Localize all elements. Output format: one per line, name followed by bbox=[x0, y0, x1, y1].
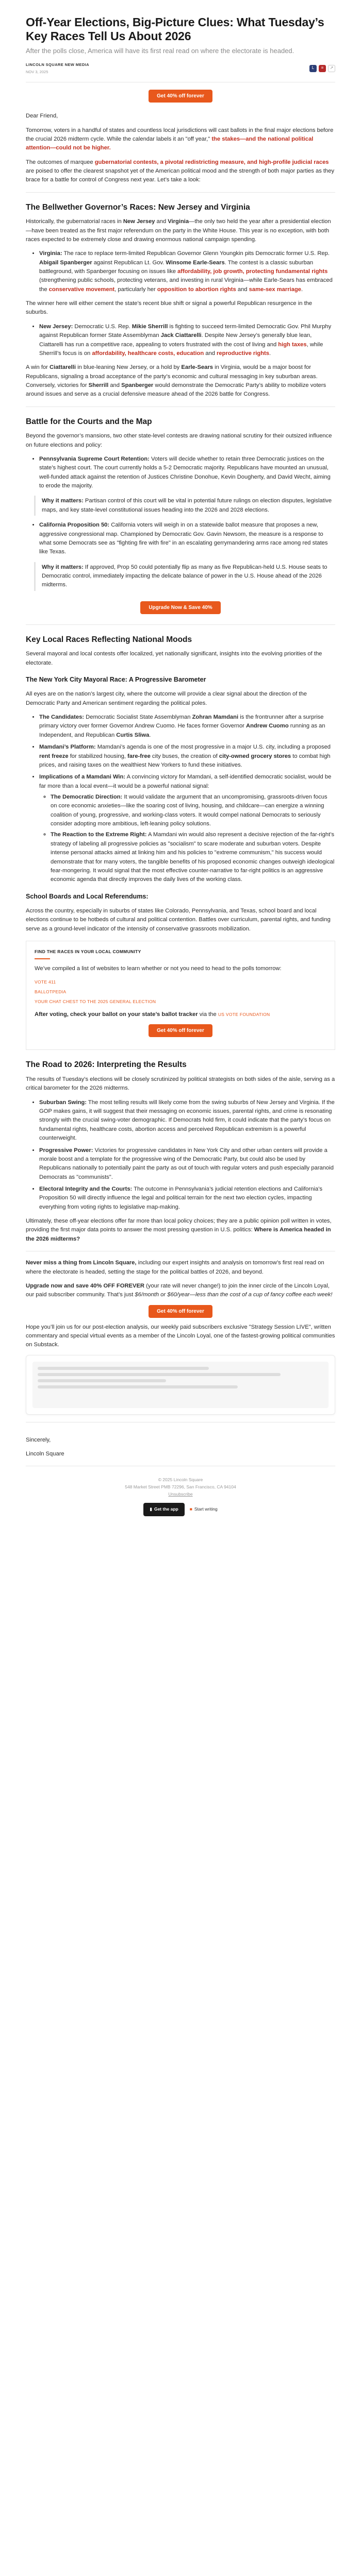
vote411-link[interactable]: VOTE 411 bbox=[35, 979, 56, 985]
text: . The contest is a classic suburban battleground, with Spanberger focusing on issues like bbox=[39, 259, 314, 275]
promo-paragraph-2 bbox=[26, 1282, 335, 1300]
text: , while Sherrill’s focus is on bbox=[39, 341, 323, 357]
bold-text: The Candidates: bbox=[39, 714, 85, 721]
byline-row bbox=[26, 62, 335, 75]
text: . bbox=[301, 286, 303, 293]
share-icons bbox=[309, 65, 335, 72]
nyc-list bbox=[39, 713, 335, 884]
upgrade-button[interactable]: Upgrade Now & Save 40% bbox=[140, 601, 220, 614]
substack-icon: ■ bbox=[189, 1506, 192, 1512]
list-item bbox=[39, 1098, 335, 1143]
start-writing-link[interactable] bbox=[190, 1506, 218, 1513]
footer bbox=[26, 1477, 335, 1516]
bold-text: The Reaction to the Extreme Right: bbox=[51, 832, 147, 838]
callout-why-pa bbox=[34, 496, 335, 516]
section-heading-courts: Battle for the Courts and the Map bbox=[26, 417, 152, 426]
subscribe-button[interactable]: Get 40% off forever bbox=[149, 1305, 212, 1318]
intro-highlight: the stakes—and the national political attention—could not be higher. bbox=[26, 135, 314, 151]
text: including our expert insights and analysis on tomorrow’s first real read on where the electorate is headed, setting the stage for the political battles of 2026, and beyond. bbox=[26, 1260, 324, 1275]
text: and bbox=[110, 382, 120, 388]
bold-text: Curtis Sliwa bbox=[116, 732, 150, 738]
gov-list-new-jersey bbox=[39, 323, 335, 358]
intro-paragraph-2 bbox=[26, 158, 335, 185]
promo-paragraph-1 bbox=[26, 1259, 335, 1277]
bold-text: Where is America headed in the 2026 midterms? bbox=[26, 1227, 331, 1242]
text: would demonstrate the Democratic Party’s ability to mobilize voters around issues and serve as a crucial defensive measure ahead of the 2026 battle for Congress. bbox=[26, 382, 326, 398]
bold-text: Electoral Integrity and the Courts: bbox=[39, 1185, 133, 1192]
post-subtitle: After the polls close, America will have its first real read on where the electorate is headed. bbox=[26, 47, 294, 55]
text: If approved, Prop 50 could potentially flip as many as five Republican-held U.S. House seats to Democratic control, immediately impacting the delicate balance of power in the U.S. House ahead of the 2026 midterms. bbox=[42, 564, 327, 588]
intro-paragraph-1 bbox=[26, 126, 335, 153]
highlight-text: conservative movement bbox=[48, 286, 115, 293]
share-icon[interactable]: ↗ bbox=[328, 65, 335, 72]
preview-line bbox=[38, 1385, 238, 1388]
text: Democratic U.S. Rep. bbox=[74, 323, 130, 330]
bold-text: Why it matters: bbox=[42, 498, 84, 504]
text: , particularly her bbox=[114, 286, 156, 293]
signoff-sincerely: Sincerely, bbox=[26, 1436, 51, 1443]
bold-text: fare-free bbox=[127, 753, 151, 759]
get-app-label: Get the app bbox=[154, 1506, 178, 1512]
start-writing-label: Start writing bbox=[194, 1506, 218, 1512]
subscribe-button[interactable]: Get 40% off forever bbox=[149, 90, 212, 103]
list-item bbox=[39, 521, 335, 556]
text: is the frontrunner after a surprise primary victory over former Governor Andrew Cuomo. He faces former Governor bbox=[39, 714, 324, 730]
text: against Republican Lt. Gov. bbox=[93, 259, 165, 266]
bold-text: Pennsylvania Supreme Court Retention: bbox=[39, 456, 150, 463]
subscribe-cta bbox=[26, 90, 335, 103]
bold-text: Upgrade now and save 40% OFF FOREVER bbox=[26, 1282, 145, 1289]
section-heading-road-2026: The Road to 2026: Interpreting the Results bbox=[26, 1060, 187, 1070]
divider bbox=[26, 192, 335, 193]
text: and bbox=[156, 218, 167, 225]
text: Historically, the gubernatorial races in bbox=[26, 218, 122, 225]
bold-text: Suburban Swing: bbox=[39, 1099, 87, 1106]
bold-text: Mikie Sherrill bbox=[132, 323, 168, 330]
bold-text: Never miss a thing from Lincoln Square, bbox=[26, 1260, 137, 1266]
highlight-text: opposition to abortion rights bbox=[157, 286, 236, 293]
preview-line bbox=[38, 1379, 166, 1382]
find-races-box bbox=[26, 941, 335, 1050]
text: Partisan control of this court will be vital in potential future rulings on election disputes, legislative maps, and key state-level constitutional issues heading into the 2026 and 2028 elections. bbox=[42, 498, 332, 513]
bold-text: Why it matters: bbox=[42, 564, 84, 570]
accent-divider bbox=[35, 958, 50, 959]
text: . Despite New Jersey’s generally blue lean, Ciattarelli has run a competitive race, appealing to voters frustrated with the cost of living and bbox=[39, 332, 312, 348]
post-title: Off-Year Elections, Big-Picture Clues: What Tuesday’s Key Races Tell Us About 2026 bbox=[26, 15, 324, 43]
bold-text: rent freeze bbox=[39, 753, 69, 759]
ballotpedia-link[interactable]: BALLOTPEDIA bbox=[35, 989, 67, 994]
text: is fighting to succeed term-limited Democratic Gov. Phil Murphy against Republican former State Assemblyman bbox=[39, 323, 332, 339]
subscribe-button[interactable]: Get 40% off forever bbox=[149, 1024, 212, 1037]
text: Democratic Socialist State Assemblyman bbox=[86, 714, 191, 721]
unsubscribe-link[interactable]: Unsubscribe bbox=[168, 1491, 193, 1497]
find-races-label: FIND THE RACES IN YOUR LOCAL COMMUNITY bbox=[35, 949, 141, 955]
text: A Mamdani win would also represent a decisive rejection of the far-right’s strategy of labeling all progressive policies as "socialism" to scare moderate and suburban voters. Despite intense personal attacks aimed at linking him and his policies to "extreme communism," his success would demonstrate that for many voters, the tangible benefits of his proposed economic changes outweigh ideological fear-mongering. It would signal that the most effective counter-narrative to far-right politics is an aggressive economic agenda that directly improves the daily lives of the working class. bbox=[51, 832, 335, 883]
road-intro: The results of Tuesday’s elections will be closely scrutinized by political strategists on both sides of the aisle, serving as a critical barometer for the 2026 midterms. bbox=[26, 1076, 335, 1092]
chat-chest-link[interactable]: YOUR CHAT CHEST TO THE 2025 GENERAL ELECTION bbox=[35, 998, 156, 1004]
phone-icon: ▮ bbox=[150, 1506, 152, 1512]
highlight-text: reproductive rights bbox=[217, 350, 269, 357]
resource-links bbox=[35, 979, 326, 1006]
text: California voters will weigh in on a statewide ballot measure that proposes a new, aggressive congressional map. Championed by Democratic Gov. Gavin Newsom, the measure is a response to what some Democrats see as "fighting fire with fire" in an escalating gerrymandering arms race among red states like Texas. bbox=[39, 522, 328, 555]
school-body: Across the country, especially in suburbs of states like Colorado, Pennsylvania, and Texas, school board and local elections continue to be hotbeds of cultural and political contention. Battles over curriculum, parental rights, and funding serve as a ground-level indicator of the intensity of conservative grassroots mobilization. bbox=[26, 907, 331, 932]
text: to combat high prices, and raising taxes on the wealthiest New Yorkers to fund these initiatives. bbox=[39, 753, 331, 768]
lincoln-logo-icon[interactable]: L bbox=[309, 65, 317, 72]
get-app-button[interactable] bbox=[143, 1503, 184, 1516]
price-text: $6/month or $60/year—less than the cost of a cup of fancy coffee each week! bbox=[135, 1292, 333, 1298]
preview-line bbox=[38, 1373, 281, 1376]
list-item bbox=[39, 1146, 335, 1182]
highlight-text: high taxes bbox=[278, 341, 307, 348]
intro-text: The outcomes of marquee bbox=[26, 159, 93, 165]
text: . bbox=[149, 732, 151, 738]
highlight-text: same-sex marriage bbox=[249, 286, 302, 293]
list-item bbox=[51, 831, 335, 884]
section-heading-local: Key Local Races Reflecting National Moods bbox=[26, 635, 192, 644]
bold-text: Abigail Spanberger bbox=[39, 259, 92, 266]
footer-copyright: © 2025 Lincoln Square bbox=[158, 1477, 203, 1483]
bold-text: New Jersey bbox=[123, 218, 155, 225]
list-item bbox=[39, 773, 335, 884]
bold-text: Ciattarelli bbox=[50, 364, 76, 371]
preview-image bbox=[32, 1362, 329, 1408]
courts-list-pa bbox=[39, 455, 335, 490]
post-date: NOV 3, 2025 bbox=[26, 69, 48, 74]
bold-text: Implications of a Mamdani Win: bbox=[39, 774, 126, 781]
courts-intro: Beyond the governor’s mansions, two other state-level contests are drawing national scrutiny for their outsized influence on future elections and policy: bbox=[26, 433, 332, 448]
flag-icon[interactable]: ≡ bbox=[319, 65, 326, 72]
bold-text: New Jersey: bbox=[39, 323, 73, 330]
upgrade-cta bbox=[26, 601, 335, 614]
us-vote-foundation-link[interactable]: US VOTE FOUNDATION bbox=[218, 1012, 270, 1018]
list-item bbox=[51, 793, 335, 828]
text: city buses, the creation of bbox=[152, 753, 218, 759]
bold-text: Virginia: bbox=[39, 250, 62, 257]
list-item bbox=[39, 743, 335, 770]
divider bbox=[26, 624, 335, 625]
divider bbox=[26, 406, 335, 407]
bold-text: Andrew Cuomo bbox=[246, 723, 289, 730]
gov-paragraph-3 bbox=[26, 363, 335, 399]
text: for stabilized housing, bbox=[70, 753, 126, 759]
text: The outcome in Pennsylvania’s judicial retention elections and California’s Proposition 50 will directly influence the legal and political terrain for the next two election cycles, impacting everything from voting rights to legislative map-making. bbox=[39, 1185, 323, 1210]
text: A convincing victory for Mamdani, a self-identified democratic socialist, would be far more than a local event—it would be a powerful national signal: bbox=[39, 774, 332, 789]
intro-text: are poised to offer the clearest snapshot yet of the American political mood and the strength of both major parties as they brace for a battle for control of Congress next year. Let’s take a look: bbox=[26, 167, 335, 183]
highlight-text: affordability, job growth, protecting fundamental rights bbox=[177, 268, 328, 275]
text: in blue-leaning New Jersey, or a hold by bbox=[77, 364, 180, 371]
road-list bbox=[39, 1098, 335, 1212]
footer-address: 548 Market Street PMB 72296, San Francisco, CA 94104 bbox=[125, 1484, 236, 1489]
text: Mamdani’s agenda is one of the most progressive in a major U.S. city, including a proposed bbox=[97, 744, 331, 751]
strategy-session-preview[interactable] bbox=[26, 1355, 335, 1415]
list-item bbox=[39, 323, 335, 358]
gov-paragraph-2: The winner here will either cement the state’s recent blue shift or signal a powerful Republican resurgence in the suburbs. bbox=[26, 300, 313, 316]
bold-text: city-owned grocery stores bbox=[219, 753, 291, 759]
footer-actions bbox=[26, 1503, 335, 1516]
ballot-tracker-text bbox=[35, 1010, 326, 1019]
local-intro: Several mayoral and local contests offer localized, yet nationally significant, insights into the evolving priorities of the electorate. bbox=[26, 651, 322, 666]
text: Ultimately, these off-year elections offer far more than local policy choices; they are a public opinion poll written in votes, providing the first major data points to answer the most pressing question in U.S. politics: bbox=[26, 1218, 332, 1233]
bold-text: Earle-Sears bbox=[181, 364, 213, 371]
section-heading-governors: The Bellwether Governor’s Races: New Jersey and Virginia bbox=[26, 202, 250, 212]
text: The most telling results will likely come from the swing suburbs of New Jersey and Virginia. If the GOP makes gains, it will suggest that their messaging on economic issues, parental rights, and crime is resonating strongly with the crucial swing-voter demographic. If Democrats hold firm, it could indicate that the party’s focus on fundamental rights, healthcare costs, abortion access and perceived Republican extremism is a powerful counterweight. bbox=[39, 1099, 335, 1142]
bold-text: The Democratic Direction: bbox=[51, 793, 123, 800]
promo-cta bbox=[26, 1305, 335, 1318]
nyc-intro: All eyes are on the nation’s largest city, where the outcome will provide a clear signal about the direction of the Democratic Party and American sentiment regarding the political poles. bbox=[26, 691, 307, 706]
text: in Virginia, would be a major boost for Republicans, signaling a broad acceptance of the party’s economic and cultural messaging in key suburban areas. Conversely, victories for bbox=[26, 364, 318, 388]
text: . bbox=[269, 350, 271, 357]
find-races-cta bbox=[35, 1024, 326, 1037]
bold-text: Sherrill bbox=[88, 382, 109, 388]
text: —the only two held the year after a presidential election—have been treated as the first major referendum on the party in the White House. This year is no exception, with both races expected to be extremely close and drawing enormous national campaign spending. bbox=[26, 218, 331, 243]
subheading-nyc: The New York City Mayoral Race: A Progressive Barometer bbox=[26, 676, 206, 684]
newsletter-container bbox=[26, 15, 335, 1529]
byline bbox=[26, 62, 89, 75]
greeting: Dear Friend, bbox=[26, 113, 58, 120]
courts-list-ca bbox=[39, 521, 335, 556]
bold-text: California Proposition 50: bbox=[39, 522, 110, 529]
intro-text: Tomorrow, voters in a handful of states and countless local jurisdictions will cast ballots in the final major elections before the crucial 2026 midterm cycle. While the calendar labels it an "off year," bbox=[26, 127, 334, 142]
text: Voters will decide whether to retain three Democratic justices on the state’s highest court. The court currently holds a 5-2 Democratic majority. Republicans have mounted an unusual, well-funded attack against the retention of Justices Christine Donohue, Kevin Dougherty, and David Wecht, aiming to erode the majority. bbox=[39, 456, 331, 489]
bottom-spacer bbox=[26, 1516, 335, 1529]
list-item bbox=[39, 455, 335, 490]
gov-list-virginia bbox=[39, 249, 335, 294]
nested-list bbox=[51, 793, 335, 885]
preview-line bbox=[38, 1367, 209, 1370]
text: A win for bbox=[26, 364, 48, 371]
intro-highlight: gubernatorial contests, a pivotal redistricting measure, and high-profile judicial races bbox=[94, 159, 329, 165]
text: via the bbox=[199, 1011, 217, 1018]
text: It would validate the argument that an uncompromising, grassroots-driven focus on core economic anxieties—like the soaring cost of living, housing, and childcare—can energize a winning coalition of young, progressive, and working-class voters. It would compel national Democrats to seriously consider adopting more ambitious, left-leaning policy solutions. bbox=[51, 793, 327, 827]
signoff-name: Lincoln Square bbox=[26, 1451, 64, 1458]
bold-text: Winsome Earle-Sears bbox=[166, 259, 225, 266]
list-item bbox=[39, 713, 335, 740]
highlight-text: affordability, healthcare costs, education bbox=[92, 350, 204, 357]
gov-paragraph-1 bbox=[26, 217, 335, 244]
text: (your rate will never change!) to join the inner circle of the Lincoln Loyal, our paid subscriber community. That’s just bbox=[26, 1282, 330, 1298]
text: (strengthening public schools, protecting veterans, and investing in rural Virginia—while Earle-Sears has embraced the bbox=[39, 277, 333, 293]
text: The race to replace term-limited Republican Governor Glenn Youngkin pits Democratic former U.S. Rep. bbox=[63, 250, 330, 257]
list-item bbox=[39, 1185, 335, 1212]
bold-text: Progressive Power: bbox=[39, 1147, 93, 1154]
bold-text: Zohran Mamdani bbox=[192, 714, 239, 721]
promo-paragraph-3: Hope you’ll join us for our post-election analysis, our weekly paid subscribers exclusive "Strategy Session LIVE", written commentary and special virtual events as a member of the Lincoln Loyal, one of the fastest-growing political communities on Substack. bbox=[26, 1324, 335, 1348]
publication-name[interactable]: LINCOLN SQUARE NEW MEDIA bbox=[26, 62, 89, 67]
text: and bbox=[237, 286, 248, 293]
text: running as an Independent, and Republican bbox=[39, 723, 325, 738]
subheading-school-boards: School Boards and Local Referendums: bbox=[26, 892, 149, 900]
bold-text: Spanberger bbox=[121, 382, 154, 388]
find-races-intro: We’ve compiled a list of websites to learn whether or not you need to head to the polls tomorrow: bbox=[35, 965, 282, 972]
bold-text: Mamdani’s Platform: bbox=[39, 744, 96, 751]
callout-why-ca bbox=[34, 562, 335, 591]
bold-text: After voting, check your ballot on your state’s ballot tracker bbox=[35, 1011, 198, 1018]
bold-text: Virginia bbox=[168, 218, 189, 225]
text: Victories for progressive candidates in New York City and other urban centers will provide a morale boost and a template for the progressive wing of the Democratic Party, but could also be used by Republicans nationally to potentially paint the party as out of touch with regular voters and push especially paranoid Democrats as "communists". bbox=[39, 1147, 334, 1180]
bold-text: Jack Ciattarelli bbox=[160, 332, 202, 339]
text: and bbox=[205, 350, 215, 357]
list-item bbox=[39, 249, 335, 294]
road-closing bbox=[26, 1217, 335, 1244]
